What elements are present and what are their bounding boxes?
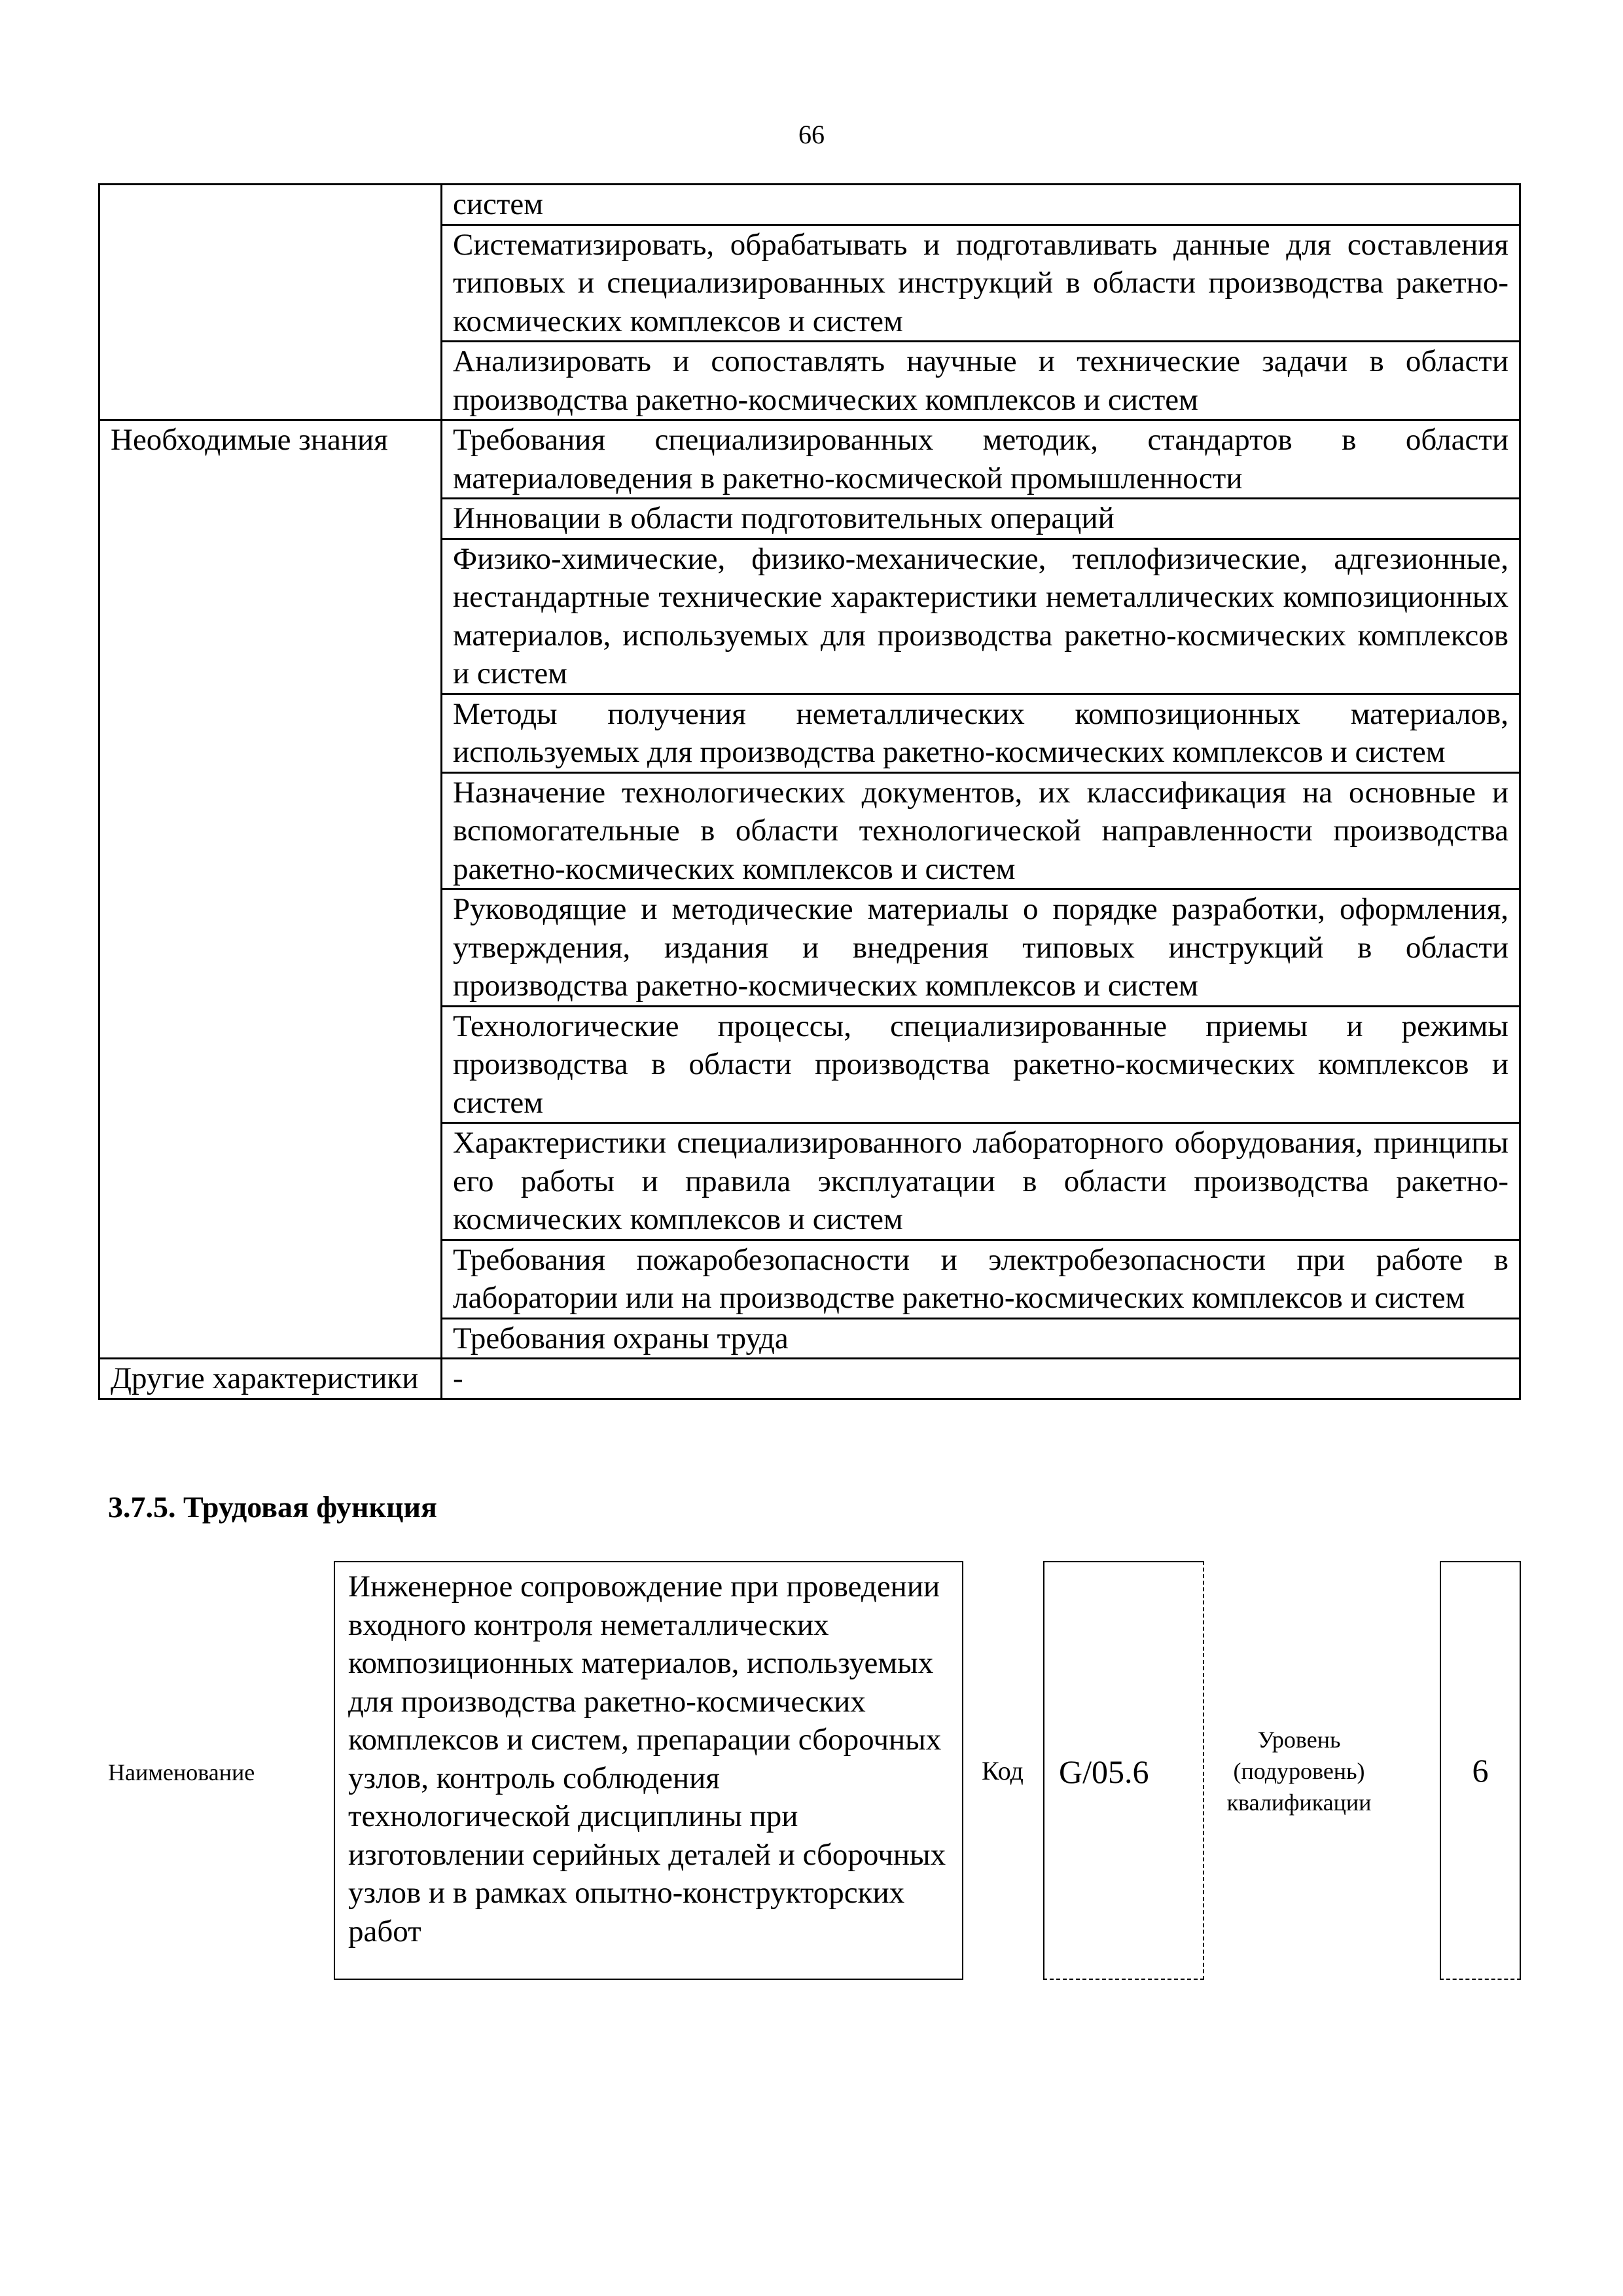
skills-knowledge-table xyxy=(98,183,1521,1400)
row-value: Требования специализированных методик, стандартов в области материаловедения в ракетно-космической промышленности xyxy=(442,420,1520,499)
code-value-box: G/05.6 xyxy=(1043,1561,1204,1980)
row-value: Требования пожаробезопасности и электробезопасности при работе в лаборатории или на производстве ракетно-космических комплексов и систем xyxy=(442,1240,1520,1318)
name-value-box: Инженерное сопровождение при проведении входного контроля неметаллических композиционных материалов, используемых для производства ракетно-космических комплексов и систем, препарации сборочных узлов, контроль соблюдения технологической дисциплины при изготовлении серийных деталей и сборочных узлов и в рамках опытно-конструкторских работ xyxy=(334,1561,963,1980)
row-label-required-knowledge: Необходимые знания xyxy=(99,420,442,1359)
row-value: систем xyxy=(442,185,1520,225)
level-label: Уровень (подуровень) квалификации xyxy=(1226,1727,1372,1816)
row-label-other-characteristics: Другие характеристики xyxy=(99,1359,442,1399)
row-value: Инновации в области подготовительных операций xyxy=(442,499,1520,539)
row-value: Руководящие и методические материалы о порядке разработки, оформления, утверждения, издания и внедрения типовых инструкций в области производства ракетно-космических комплексов и систем xyxy=(442,889,1520,1007)
table-row xyxy=(99,1359,1520,1399)
row-label xyxy=(99,185,442,420)
name-label: Наименование xyxy=(108,1759,255,1785)
code-label: Код xyxy=(982,1756,1024,1785)
row-value: - xyxy=(442,1359,1520,1399)
row-value: Назначение технологических документов, их классификация на основные и вспомогательные в области технологической направленности производства ракетно-космических комплексов и систем xyxy=(442,772,1520,889)
row-value: Требования охраны труда xyxy=(442,1318,1520,1359)
row-value: Характеристики специализированного лабораторного оборудования, принципы его работы и правила эксплуатации в области производства ракетно-космических комплексов и систем xyxy=(442,1123,1520,1240)
row-value: Анализировать и сопоставлять научные и технические задачи в области производства ракетно-космических комплексов и систем xyxy=(442,342,1520,420)
row-value: Методы получения неметаллических композиционных материалов, используемых для производства ракетно-космических комплексов и систем xyxy=(442,694,1520,772)
row-value: Физико-химические, физико-механические, теплофизические, адгезионные, нестандартные технические характеристики неметаллических композиционных материалов, используемых для производства ракетно-космических комплексов и систем xyxy=(442,539,1520,694)
section-heading: 3.7.5. Трудовая функция xyxy=(108,1490,437,1524)
page-number: 66 xyxy=(798,120,825,149)
table-row xyxy=(99,185,1520,225)
row-value: Технологические процессы, специализированные приемы и режимы производства в области производства ракетно-космических комплексов и систем xyxy=(442,1006,1520,1123)
level-value-box: 6 xyxy=(1440,1561,1521,1980)
table-row xyxy=(99,420,1520,499)
row-value: Систематизировать, обрабатывать и подготавливать данные для составления типовых и специализированных инструкций в области производства ракетно-космических комплексов и систем xyxy=(442,224,1520,342)
